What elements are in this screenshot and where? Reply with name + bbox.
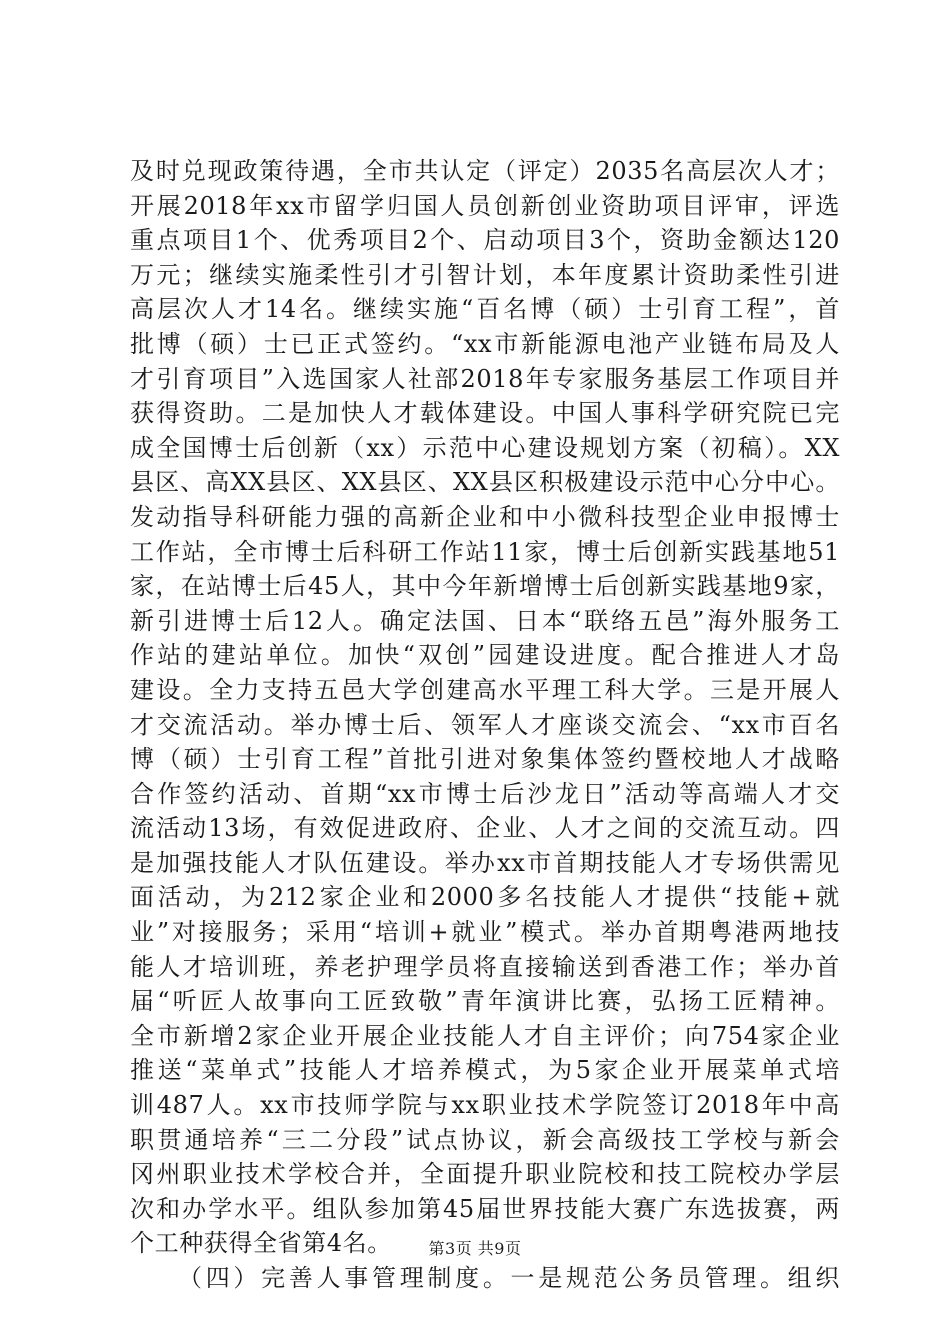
text-line: 新引进博士后12人。确定法国、日本“联络五邑”海外服务工 [130,606,840,635]
text-line: 重点项目1个、优秀项目2个、启动项目3个，资助金额达120 [130,226,840,255]
text-line: 流活动13场，有效促进政府、企业、人才之间的交流互动。四 [130,814,840,843]
text-line: 冈州职业技术学校合并，全面提升职业院校和技工院校办学层 [130,1160,840,1189]
text-line: 县区、高XX县区、XX县区、XX县区积极建设示范中心分中心。 [130,468,840,497]
text-line: 全市新增2家企业开展企业技能人才自主评价；向754家企业 [130,1021,840,1050]
text-line: 才交流活动。举办博士后、领军人才座谈交流会、“xx市百名 [130,710,840,739]
text-line: 工作站，全市博士后科研工作站11家，博士后创新实践基地51 [130,537,840,566]
text-line: 高层次人才14名。继续实施“百名博（硕）士引育工程”，首 [130,295,840,324]
text-line: 获得资助。二是加快人才载体建设。中国人事科学研究院已完 [130,399,840,428]
text-line: 合作签约活动、首期“xx市博士后沙龙日”活动等高端人才交 [130,779,840,808]
text-line: 面活动，为212家企业和2000多名技能人才提供“技能+就 [130,883,840,912]
text-line: 及时兑现政策待遇，全市共认定（评定）2035名高层次人才； [130,157,840,185]
text-line: 发动指导科研能力强的高新企业和中小微科技型企业申报博士 [130,502,840,531]
text-line: 开展2018年xx市留学归国人员创新创业资助项目评审，评选 [130,191,840,220]
text-line: 是加强技能人才队伍建设。举办xx市首期技能人才专场供需见 [130,848,840,877]
text-line: 才引育项目”入选国家人社部2018年专家服务基层工作项目并 [130,364,840,393]
text-line: 万元；继续实施柔性引才引智计划，本年度累计资助柔性引进 [130,260,840,289]
text-line: 届“听匠人故事向工匠致敬”青年演讲比赛，弘扬工匠精神。 [130,987,840,1016]
text-line: 能人才培训班，养老护理学员将直接输送到香港工作；举办首 [130,952,840,981]
page-footer: 第3页 共9页 [428,1239,522,1258]
text-line: 建设。全力支持五邑大学创建高水平理工科大学。三是开展人 [130,675,840,704]
text-line: 批博（硕）士已正式签约。“xx市新能源电池产业链布局及人 [130,329,840,358]
text-line: 家，在站博士后45人，其中今年新增博士后创新实践基地9家， [130,572,840,601]
text-line: （四）完善人事管理制度。一是规范公务员管理。组织 [178,1264,840,1292]
text-line: 成全国博士后创新（xx）示范中心建设规划方案（初稿）。XX [130,433,840,462]
text-line: 训487人。xx市技师学院与xx职业技术学院签订2018年中高 [130,1091,840,1120]
text-line: 职贯通培养“三二分段”试点协议，新会高级技工学校与新会 [130,1125,840,1154]
text-line: 次和办学水平。组队参加第45届世界技能大赛广东选拔赛，两 [130,1194,840,1223]
text-line: 个工种获得全省第4名。 [130,1229,392,1258]
text-line: 博（硕）士引育工程”首批引进对象集体签约暨校地人才战略 [130,745,840,774]
text-line: 业”对接服务；采用“培训+就业”模式。举办首期粤港两地技 [130,918,840,947]
body-text [130,154,840,1296]
text-line: 推送“菜单式”技能人才培养模式，为5家企业开展菜单式培 [130,1056,840,1085]
text-line: 作站的建站单位。加快“双创”园建设进度。配合推进人才岛 [130,641,840,670]
